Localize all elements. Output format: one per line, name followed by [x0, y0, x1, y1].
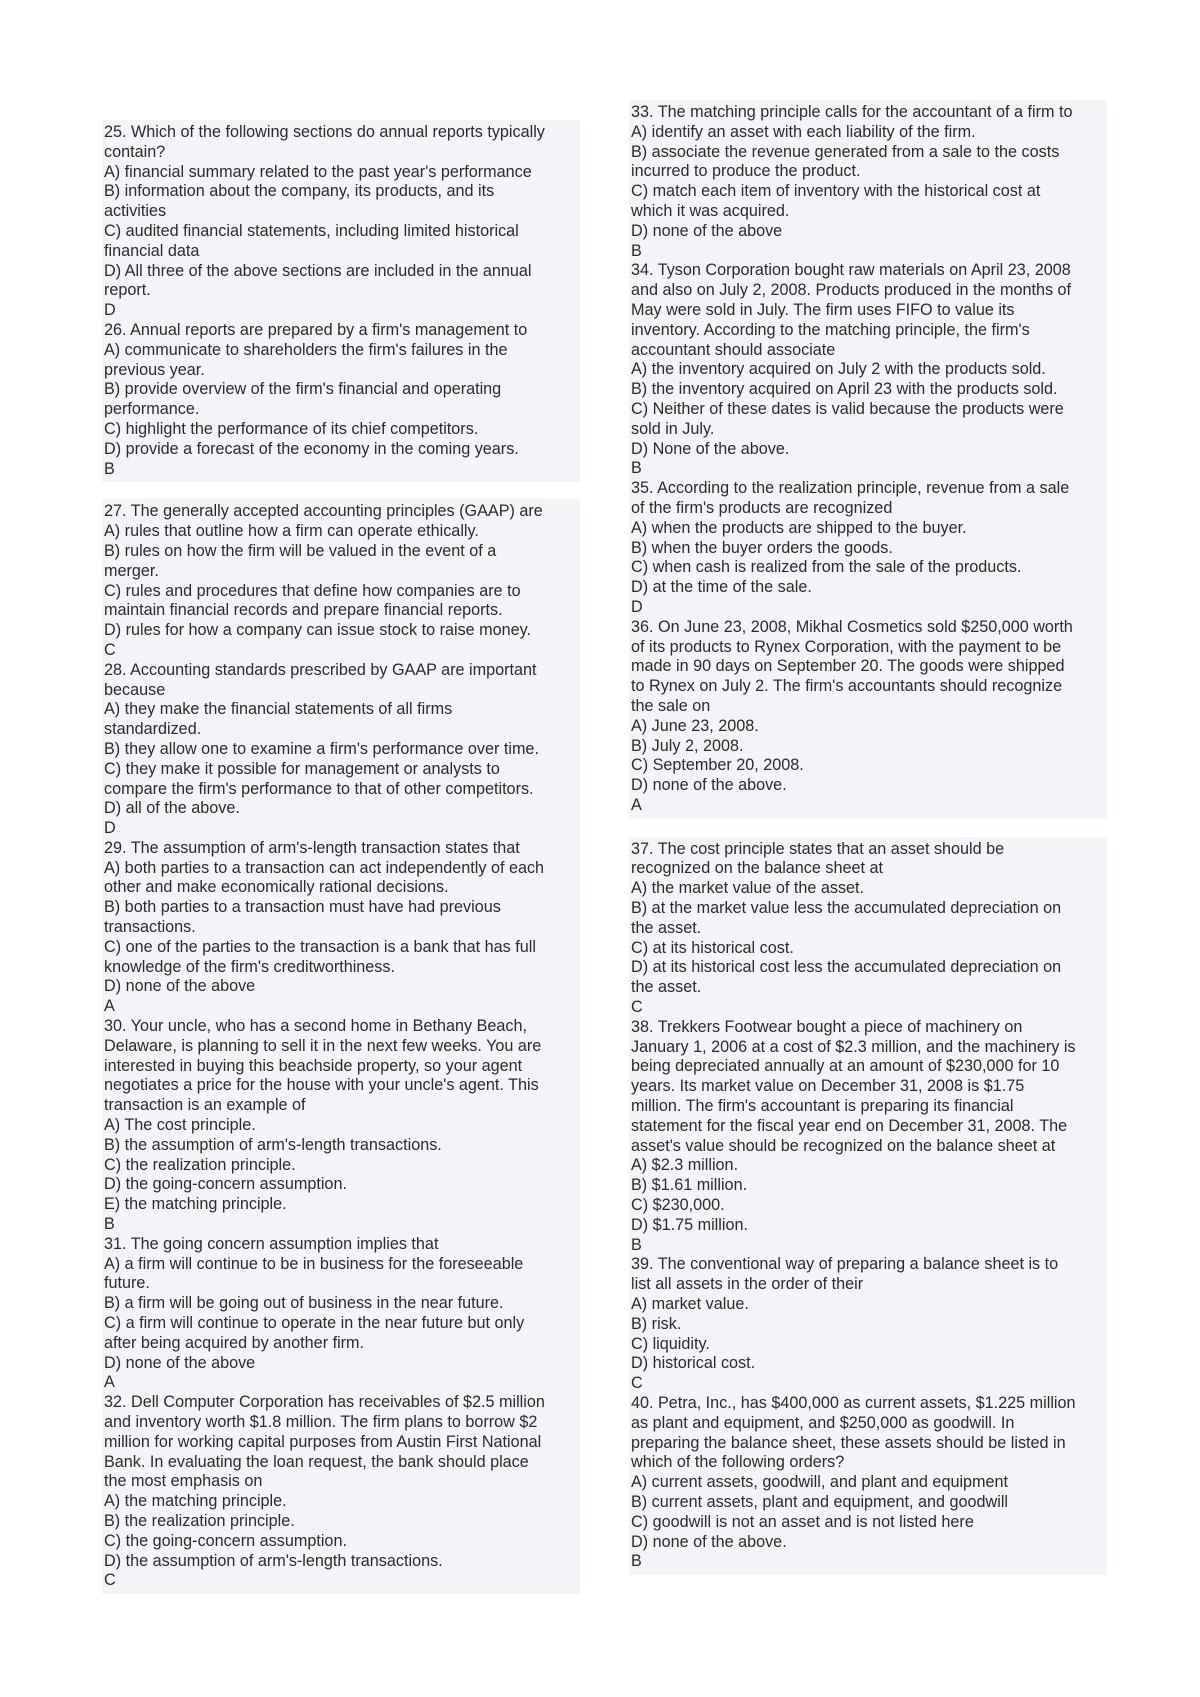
text-line: B [104, 459, 115, 478]
text-line: B) provide overview of the firm's financial and operating [104, 380, 502, 399]
text-line: May were sold in July. The firm uses FIFO to value its [631, 300, 1015, 319]
text-line: A [104, 1373, 115, 1392]
text-line: D) none of the above [631, 221, 783, 240]
text-line: 28. Accounting standards prescribed by GAAP are important [104, 660, 537, 679]
text-line: contain? [104, 142, 166, 161]
text-line: activities [104, 202, 167, 221]
text-line: A) market value. [631, 1295, 749, 1314]
text-line: C) liquidity. [631, 1334, 710, 1353]
text-line: C) highlight the performance of its chief competitors. [104, 419, 479, 438]
text-line: 39. The conventional way of preparing a balance sheet is to [631, 1255, 1059, 1274]
text-line: performance. [104, 400, 200, 419]
text-line: C) when cash is realized from the sale of the products. [631, 558, 1022, 577]
text-line: A) The cost principle. [104, 1116, 256, 1135]
text-line: of the firm's products are recognized [631, 498, 893, 517]
text-line: A) both parties to a transaction can act independently of each [104, 858, 545, 877]
text-line: 40. Petra, Inc., has $400,000 as current assets, $1.225 million [631, 1394, 1076, 1412]
text-line: list all assets in the order of their [631, 1275, 864, 1294]
text-line: A) financial summary related to the past year's performance [104, 162, 532, 181]
question-block [629, 837, 1107, 1575]
text-line: recognized on the balance sheet at [631, 859, 883, 878]
text-line: 25. Which of the following sections do annual reports typically [104, 123, 545, 141]
text-line: asset's value should be recognized on the balance sheet at [631, 1136, 1056, 1155]
text-line: of its products to Rynex Corporation, with the payment to be [631, 637, 1062, 656]
text-line: transaction is an example of [104, 1096, 306, 1115]
text-line: 31. The going concern assumption implies that [104, 1234, 439, 1253]
text-line: C) the realization principle. [104, 1155, 296, 1174]
text-line: D [631, 597, 643, 616]
text-line: A) the inventory acquired on July 2 with the products sold. [631, 360, 1046, 379]
text-line: statement for the fiscal year end on December 31, 2008. The [631, 1116, 1068, 1135]
text-line: D) the assumption of arm's-length transactions. [104, 1551, 443, 1570]
text-line: Bank. In evaluating the loan request, the bank should place [104, 1452, 529, 1471]
text-line: years. Its market value on December 31, 2008 is $1.75 [631, 1077, 1025, 1096]
text-line: D) None of the above. [631, 439, 790, 458]
text-line: the asset. [631, 978, 702, 997]
text-line: million for working capital purposes from Austin First National [104, 1432, 542, 1451]
text-line: the asset. [631, 918, 702, 937]
text-line: because [104, 680, 166, 699]
text-line: compare the firm's performance to that of other competitors. [104, 779, 534, 798]
text-line: B) when the buyer orders the goods. [631, 538, 893, 557]
text-line: D) rules for how a company can issue stock to raise money. [104, 621, 532, 640]
text-line: which it was acquired. [631, 201, 790, 220]
text-line: C [631, 998, 643, 1017]
text-line: 32. Dell Computer Corporation has receivables of $2.5 million [104, 1393, 545, 1412]
text-line: 27. The generally accepted accounting principles (GAAP) are [104, 502, 543, 521]
text-line: B) information about the company, its products, and its [104, 182, 495, 201]
text-line: after being acquired by another firm. [104, 1333, 365, 1352]
text-line: B) July 2, 2008. [631, 736, 744, 755]
text-line: 33. The matching principle calls for the accountant of a firm to [631, 103, 1073, 121]
text-line: January 1, 2006 at a cost of $2.3 million, and the machinery is [631, 1037, 1076, 1056]
text-line: A) the matching principle. [104, 1492, 287, 1511]
text-line: B) the inventory acquired on April 23 with the products sold. [631, 380, 1058, 399]
text-line: Delaware, is planning to sell it in the next few weeks. You are [104, 1036, 542, 1055]
text-line: being depreciated annually at an amount of $230,000 for 10 [631, 1057, 1060, 1076]
text-line: B) risk. [631, 1314, 682, 1333]
text-line: D) none of the above [104, 977, 256, 996]
text-line: other and make economically rational decisions. [104, 878, 449, 897]
text-line: D) $1.75 million. [631, 1215, 748, 1234]
text-line: A) $2.3 million. [631, 1156, 739, 1175]
text-line: made in 90 days on September 20. The goods were shipped [631, 657, 1065, 676]
text-line: D) none of the above [104, 1353, 256, 1372]
text-line: 34. Tyson Corporation bought raw materials on April 23, 2008 [631, 261, 1071, 280]
text-line: incurred to produce the product. [631, 162, 861, 181]
text-line: knowledge of the firm's creditworthiness. [104, 957, 395, 976]
text-line: preparing the balance sheet, these assets should be listed in [631, 1433, 1066, 1452]
text-line: B) $1.61 million. [631, 1176, 748, 1195]
text-line: D) provide a forecast of the economy in the coming years. [104, 439, 519, 458]
text-line: D) at its historical cost less the accumulated depreciation on [631, 958, 1062, 977]
text-line: 30. Your uncle, who has a second home in Bethany Beach, [104, 1017, 527, 1036]
left-column [102, 120, 580, 1594]
text-line: B [631, 1552, 642, 1571]
text-line: B) associate the revenue generated from a sale to the costs [631, 142, 1060, 161]
text-line: C) they make it possible for management or analysts to [104, 759, 500, 778]
text-line: A) communicate to shareholders the firm's failures in the [104, 340, 508, 359]
text-line: C) September 20, 2008. [631, 756, 804, 775]
text-line: to Rynex on July 2. The firm's accountants should recognize [631, 677, 1063, 696]
text-line: D) historical cost. [631, 1354, 756, 1373]
text-line: A [631, 795, 642, 814]
text-line: standardized. [104, 720, 202, 739]
text-line: which of the following orders? [631, 1453, 845, 1472]
text-line: C) $230,000. [631, 1196, 725, 1215]
text-line: B [631, 241, 642, 260]
text-line: D) none of the above. [631, 776, 787, 795]
text-line: financial data [104, 241, 200, 260]
text-line: 36. On June 23, 2008, Mikhal Cosmetics sold $250,000 worth [631, 617, 1073, 636]
text-line: B [631, 1235, 642, 1254]
text-line: C [631, 1374, 643, 1393]
text-line: D) at the time of the sale. [631, 578, 812, 597]
text-line: D) All three of the above sections are included in the annual [104, 261, 532, 280]
text-line: sold in July. [631, 419, 715, 438]
text-line: C) goodwill is not an asset and is not listed here [631, 1512, 974, 1531]
text-line: B) the realization principle. [104, 1511, 295, 1530]
text-line: A) when the products are shipped to the buyer. [631, 518, 967, 537]
text-line: A [104, 997, 115, 1016]
text-line: A) current assets, goodwill, and plant and equipment [631, 1473, 1009, 1492]
text-line: D) all of the above. [104, 799, 240, 818]
text-line: B) both parties to a transaction must have had previous [104, 898, 501, 917]
text-line: negotiates a price for the house with your uncle's agent. This [104, 1076, 539, 1095]
text-line: A) the market value of the asset. [631, 879, 865, 898]
text-line: the sale on [631, 696, 711, 715]
text-line: 29. The assumption of arm's-length transaction states that [104, 838, 520, 857]
text-line: C) a firm will continue to operate in the near future but only [104, 1314, 525, 1333]
text-line: B [104, 1215, 115, 1234]
text-line: inventory. According to the matching principle, the firm's [631, 320, 1030, 339]
text-line: E) the matching principle. [104, 1195, 287, 1214]
text-line: C) rules and procedures that define how companies are to [104, 581, 521, 600]
text-line: A) identify an asset with each liability of the firm. [631, 122, 976, 141]
text-line: C) one of the parties to the transaction is a bank that has full [104, 937, 536, 956]
text-line: future. [104, 1274, 150, 1293]
right-column [629, 100, 1107, 1575]
text-line: C [104, 1571, 116, 1590]
text-line: as plant and equipment, and $250,000 as goodwill. In [631, 1413, 1015, 1432]
question-block [102, 499, 580, 1594]
text-line: B) current assets, plant and equipment, and goodwill [631, 1492, 1009, 1511]
text-line: and also on July 2, 2008. Products produced in the months of [631, 281, 1072, 300]
text-line: D [104, 819, 116, 838]
text-line: C) Neither of these dates is valid because the products were [631, 399, 1064, 418]
text-line: A) a firm will continue to be in business for the foreseeable [104, 1254, 524, 1273]
text-line: 26. Annual reports are prepared by a firm's management to [104, 320, 528, 339]
text-line: A) they make the financial statements of all firms [104, 700, 453, 719]
text-line: C) audited financial statements, including limited historical [104, 221, 519, 240]
text-line: B) rules on how the firm will be valued in the event of a [104, 541, 497, 560]
question-block [102, 120, 580, 482]
text-line: transactions. [104, 918, 196, 937]
text-line: B) a firm will be going out of business in the near future. [104, 1294, 504, 1313]
text-line: interested in buying this beachside property, so your agent [104, 1056, 523, 1075]
text-line: maintain financial records and prepare financial reports. [104, 601, 503, 620]
text-line: C) at its historical cost. [631, 938, 794, 957]
text-line: B) they allow one to examine a firm's performance over time. [104, 739, 539, 758]
question-block [629, 100, 1107, 819]
text-line: C [104, 640, 116, 659]
text-line: accountant should associate [631, 340, 836, 359]
text-line: B [631, 459, 642, 478]
text-line: 37. The cost principle states that an asset should be [631, 839, 1005, 858]
text-line: 38. Trekkers Footwear bought a piece of machinery on [631, 1017, 1023, 1036]
text-line: C) the going-concern assumption. [104, 1531, 347, 1550]
text-line: 35. According to the realization principle, revenue from a sale [631, 479, 1070, 498]
text-line: and inventory worth $1.8 million. The firm plans to borrow $2 [104, 1413, 538, 1431]
text-line: B) the assumption of arm's-length transactions. [104, 1135, 442, 1154]
text-line: million. The firm's accountant is preparing its financial [631, 1097, 1014, 1116]
text-line: C) match each item of inventory with the historical cost at [631, 182, 1041, 201]
text-line: previous year. [104, 360, 205, 379]
text-line: D) none of the above. [631, 1532, 787, 1551]
text-line: D [104, 301, 116, 320]
text-line: B) at the market value less the accumulated depreciation on [631, 899, 1062, 918]
text-line: A) June 23, 2008. [631, 716, 759, 735]
text-line: the most emphasis on [104, 1472, 263, 1491]
text-line: A) rules that outline how a firm can operate ethically. [104, 522, 479, 541]
text-line: D) the going-concern assumption. [104, 1175, 347, 1194]
text-line: merger. [104, 561, 159, 580]
text-line: report. [104, 281, 151, 300]
